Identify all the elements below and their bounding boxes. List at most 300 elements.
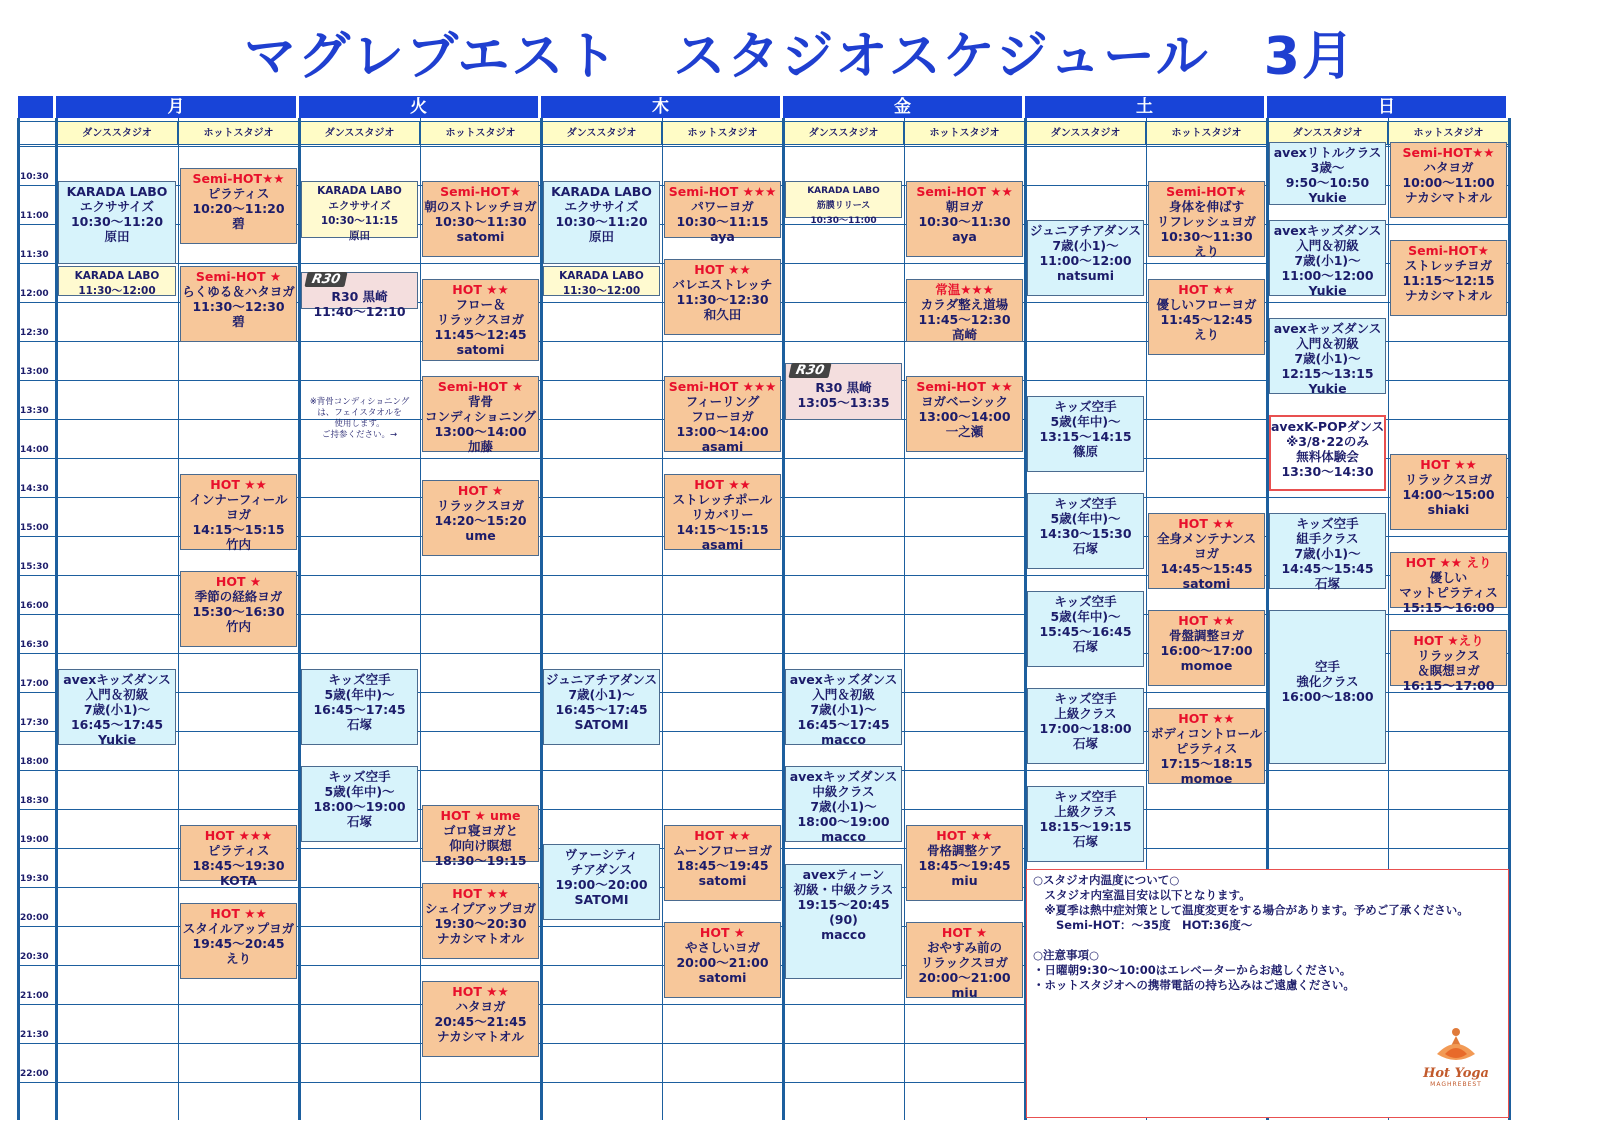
class-line: インナーフィール [189, 491, 288, 507]
studio-header-hot: ホットスタジオ [1146, 121, 1267, 145]
class-line: miu [951, 872, 978, 888]
class-line: 19:45〜20:45 [192, 935, 285, 951]
class-line: 15:15〜16:00 [1402, 599, 1495, 615]
class-line: リラックスヨガ [1404, 472, 1493, 487]
class-line: キッズ空手 [1054, 593, 1117, 609]
class-line: 20:00〜21:00 [676, 955, 769, 970]
class-line: 朝ヨガ [945, 199, 984, 214]
class-line: 16:45〜17:45 [555, 701, 648, 717]
class-line: KARADA LABO [74, 269, 160, 282]
studio-header-dance: ダンススタジオ [1267, 121, 1388, 145]
class-line: 15:30〜16:30 [192, 604, 285, 619]
class-block [543, 181, 660, 264]
class-line: 上級クラス [1054, 706, 1117, 721]
class-line: 7歳(小1)〜 [1052, 238, 1119, 253]
class-line: HOT ★★ [452, 983, 509, 999]
class-line: 骨格調整ケア [926, 842, 1002, 858]
class-line: 18:00〜19:00 [797, 814, 890, 829]
class-line: avexティーン [802, 866, 885, 882]
class-line: 18:45〜19:45 [918, 857, 1011, 873]
class-block [906, 376, 1023, 452]
class-line: HOT ★★ [452, 886, 509, 901]
grid-column-line [178, 118, 179, 1120]
class-line: Semi-HOT★ [440, 184, 521, 199]
class-block [180, 571, 297, 647]
class-line: ナカシマトオル [1405, 190, 1492, 205]
class-block [422, 279, 539, 362]
class-line: 無料体験会 [1296, 449, 1359, 464]
class-line: 18:15〜19:15 [1039, 818, 1132, 834]
class-line: フロー＆ [455, 296, 506, 312]
time-label: 21:00 [20, 991, 49, 1001]
class-line: 骨盤調整ヨガ [1168, 628, 1244, 643]
class-block [1269, 318, 1386, 394]
class-block [1148, 610, 1265, 686]
class-block [301, 272, 418, 319]
class-line: 16:45〜17:45 [313, 701, 406, 717]
class-line: らくゆる＆ハタヨガ [182, 283, 295, 299]
class-line: 原田 [349, 230, 370, 242]
class-block [1269, 610, 1386, 764]
class-line: 石塚 [1314, 575, 1340, 591]
time-label: 16:30 [20, 640, 49, 650]
class-line: 16:00〜18:00 [1281, 689, 1374, 704]
class-block [1027, 396, 1144, 472]
class-line: KARADA LABO [66, 184, 168, 199]
class-line: 11:15〜12:15 [1402, 272, 1495, 288]
class-line: 初級・中級クラス [793, 881, 894, 897]
class-line: Yukie [1308, 380, 1347, 396]
class-line: HOT ★★ [1178, 515, 1235, 531]
lotus-icon [1433, 1024, 1479, 1066]
class-line: ヨガ [225, 506, 251, 522]
class-line: ムーンフローヨガ [672, 842, 773, 858]
class-line: 13:00〜14:00 [434, 424, 527, 439]
class-line: avexキッズダンス [1273, 320, 1382, 336]
class-line: HOT ★★ [210, 905, 267, 921]
class-line: ※3/8･22のみ [1286, 434, 1369, 449]
class-line: 5歳(年中)〜 [1050, 511, 1121, 526]
class-line: 常温★★★ [935, 281, 994, 297]
class-line: マットピラティス [1399, 584, 1498, 600]
class-line: shiaki [1427, 502, 1470, 517]
class-line: コンディショニング [424, 409, 536, 424]
time-label: 11:00 [20, 211, 49, 221]
class-line: 石塚 [1072, 736, 1098, 751]
class-line: 10:30〜11:20 [70, 214, 164, 229]
class-line: asami [701, 536, 744, 552]
class-line: ナカシマトオル [1405, 287, 1492, 303]
class-block [785, 181, 902, 226]
info-line: ○スタジオ内温度について○ [1033, 873, 1180, 887]
class-line: KARADA LABO [807, 186, 880, 196]
studio-header-hot: ホットスタジオ [662, 121, 783, 145]
class-block [1027, 493, 1144, 569]
class-line: 和久田 [703, 307, 742, 322]
class-line: パワーヨガ [691, 199, 754, 214]
studio-header-dance: ダンススタジオ [56, 121, 178, 145]
grid-column-line [662, 118, 663, 1120]
class-line: ナカシマトオル [437, 1028, 524, 1044]
class-block [422, 981, 539, 1057]
class-line: 11:30〜12:30 [676, 292, 769, 307]
class-line: 10:30〜11:30 [1160, 229, 1253, 244]
class-block [543, 844, 660, 920]
class-line: 7歳(小1)〜 [1294, 545, 1361, 561]
class-line: リラックスヨガ [920, 955, 1009, 970]
class-line: 16:15〜17:00 [1402, 677, 1495, 693]
class-line: 5歳(年中)〜 [324, 784, 395, 799]
class-line: 11:45〜12:30 [918, 311, 1011, 327]
class-line: ピラティス [207, 842, 270, 858]
class-line: 10:20〜11:20 [192, 201, 285, 216]
time-label: 10:30 [20, 172, 49, 182]
time-label: 12:30 [20, 328, 49, 338]
note-line: ご持参ください。→ [321, 429, 398, 440]
class-line: HOT ★★ [694, 827, 751, 843]
class-block [664, 181, 781, 244]
studio-header-dance: ダンススタジオ [783, 121, 904, 145]
class-line: 13:15〜14:15 [1039, 428, 1132, 444]
day-header: 月 [56, 96, 299, 118]
class-line: Semi-HOT★★ [1402, 145, 1495, 160]
class-line: リラックスヨガ [436, 311, 525, 327]
class-line: 空手 [1314, 659, 1340, 674]
class-line: momoe [1180, 658, 1233, 673]
class-line: macco [821, 926, 866, 942]
class-block [906, 922, 1023, 998]
class-line: 入門＆初級 [1296, 335, 1359, 351]
class-line: KARADA LABO [551, 184, 652, 199]
class-line: natsumi [1057, 268, 1114, 283]
class-line: フローヨガ [691, 409, 754, 424]
day-header: 土 [1025, 96, 1267, 118]
grid-line [18, 809, 1509, 810]
studio-header-hot: ホットスタジオ [420, 121, 541, 145]
class-line: ボディコントロール [1150, 725, 1263, 741]
class-block [1148, 513, 1265, 589]
class-block [1148, 279, 1265, 355]
time-label: 14:00 [20, 445, 49, 455]
class-line: 14:15〜15:15 [192, 521, 285, 537]
class-line: 16:45〜17:45 [797, 716, 890, 732]
class-line: KARADA LABO [317, 185, 402, 197]
r30-logo-icon [306, 271, 346, 287]
class-line: エクササイズ [328, 200, 391, 212]
class-line: 11:45〜12:45 [434, 326, 527, 342]
class-line: 朝のストレッチヨガ [424, 199, 537, 214]
class-line: Semi-HOT★★ [192, 171, 285, 186]
class-line: 入門＆初級 [85, 686, 149, 702]
class-line: 16:45〜17:45 [70, 716, 164, 732]
class-line: satomi [698, 872, 747, 888]
class-line: 石塚 [1072, 541, 1098, 556]
class-line: ナカシマトオル [437, 931, 524, 946]
class-block [1269, 220, 1386, 296]
class-line: Semi-HOT ★★★ [668, 184, 777, 199]
studio-header-hot: ホットスタジオ [904, 121, 1025, 145]
time-label: 21:30 [20, 1030, 49, 1040]
class-line: 17:15〜18:15 [1160, 755, 1253, 771]
class-line: HOT ★★ [1178, 613, 1235, 628]
class-line: HOT ★★ [694, 262, 751, 277]
class-line: Yukie [1308, 190, 1347, 205]
class-line: 16:00〜17:00 [1160, 643, 1253, 658]
class-line: エクササイズ [564, 199, 639, 214]
class-line: ピラティス [1175, 740, 1238, 756]
class-line: HOT ★★ えり [1405, 554, 1492, 570]
class-block [301, 181, 418, 242]
class-line: avexキッズダンス [1273, 223, 1382, 238]
studio-header-dance: ダンススタジオ [541, 121, 662, 145]
class-line: 10:30〜11:20 [555, 214, 648, 229]
class-block [785, 363, 902, 420]
class-line: 7歳(小1)〜 [1294, 253, 1361, 268]
class-line: 季節の経絡ヨガ [194, 589, 283, 604]
class-block [301, 669, 418, 745]
class-line: HOT ★★ [452, 281, 509, 297]
class-line: カラダ整え道場 [920, 296, 1009, 312]
class-line: バレエストレッチ [672, 277, 773, 292]
hot-yoga-logo [1413, 1024, 1499, 1088]
class-line: 10:30〜11:30 [918, 214, 1011, 229]
class-line: キッズ空手 [1054, 691, 1117, 706]
class-line: miu [951, 985, 978, 1000]
class-block [1390, 142, 1507, 218]
note-line: は、フェイスタオルを [317, 407, 402, 418]
time-label: 20:00 [20, 913, 49, 923]
class-line: 10:30〜11:00 [810, 216, 877, 226]
class-line: momoe [1180, 770, 1233, 786]
class-block [180, 903, 297, 979]
class-line: 10:30〜11:15 [676, 214, 769, 229]
class-block [180, 168, 297, 244]
day-header: 木 [541, 96, 783, 118]
class-line: 全身メンテナンス [1156, 530, 1256, 546]
class-line: 11:30〜12:30 [192, 298, 285, 314]
page-title: マグレブエスト スタジオスケジュール 3月 [244, 27, 1356, 87]
r30-badge: R30 [304, 272, 347, 287]
class-line: macco [821, 731, 866, 747]
class-line: 強化クラス [1296, 674, 1359, 689]
class-block [422, 181, 539, 257]
class-line: キッズ空手 [328, 671, 391, 687]
class-line: 9:50〜10:50 [1285, 175, 1370, 190]
info-line: スタジオ内室温目安は以下となります。 [1033, 888, 1251, 902]
time-label: 19:30 [20, 874, 49, 884]
class-line: 竹内 [225, 536, 251, 552]
class-line: 11:00〜12:00 [1039, 253, 1132, 268]
class-line: 高崎 [951, 326, 977, 342]
class-line: リラックス [1417, 647, 1480, 663]
class-line: 14:00〜15:00 [1402, 487, 1495, 502]
class-block [664, 259, 781, 335]
class-line: スタイルアップヨガ [182, 920, 295, 936]
class-line: satomi [1182, 575, 1231, 591]
class-line: ＆瞑想ヨガ [1417, 662, 1480, 678]
class-line: キッズ空手 [1054, 496, 1117, 511]
class-line: 11:00〜12:00 [1281, 268, 1374, 283]
class-line: 上級クラス [1054, 803, 1117, 819]
class-block [1390, 552, 1507, 615]
day-header: 日 [1267, 96, 1509, 118]
class-line: 11:40〜12:10 [313, 304, 406, 319]
class-block [422, 480, 539, 556]
class-line: 竹内 [225, 619, 251, 634]
class-block [180, 825, 297, 888]
class-line: HOT ★ [941, 925, 988, 940]
class-line: 20:00〜21:00 [918, 970, 1011, 985]
class-line: SATOMI [574, 892, 629, 907]
class-block [785, 669, 902, 745]
class-line: 14:15〜15:15 [676, 521, 769, 537]
day-header-spacer [18, 96, 56, 118]
class-line: Semi-HOT★ [1408, 242, 1489, 258]
class-block [543, 669, 660, 745]
class-line: 7歳(小1)〜 [83, 701, 151, 717]
class-line: キッズ空手 [1054, 788, 1117, 804]
class-block [180, 266, 297, 342]
class-line: ハタヨガ [455, 998, 506, 1014]
time-label: 12:00 [20, 289, 49, 299]
class-line: 19:00〜20:00 [555, 877, 648, 892]
class-line: 原田 [104, 229, 130, 244]
class-line: HOT ★★ [936, 827, 993, 843]
grid-column-line [298, 118, 301, 1120]
time-label: 14:30 [20, 484, 49, 494]
logo-text: Hot Yoga [1423, 1066, 1489, 1081]
class-line: aya [710, 229, 735, 244]
class-line: Yukie [97, 731, 137, 747]
class-line: 3歳〜 [1310, 160, 1345, 175]
class-line: 13:00〜14:00 [676, 424, 769, 439]
time-label: 13:00 [20, 367, 49, 377]
class-line: 優しい [1429, 569, 1468, 585]
class-block [1027, 591, 1144, 667]
class-line: ジュニアチアダンス [545, 671, 658, 687]
class-line: ヨガ [1193, 545, 1219, 561]
class-line: キッズ空手 [328, 769, 391, 784]
class-line: ピラティス [207, 186, 270, 201]
class-line: Semi-HOT ★ [195, 268, 282, 284]
class-line: HOT ★★ [1178, 281, 1235, 297]
class-line: 7歳(小1)〜 [810, 701, 877, 717]
class-block [1390, 454, 1507, 530]
class-block [1269, 513, 1386, 589]
class-line: KOTA [220, 872, 257, 888]
class-line: 篠原 [1072, 443, 1098, 459]
class-line: エクササイズ [79, 199, 154, 214]
class-line: Semi-HOT★ [1166, 184, 1247, 199]
class-line: 13:00〜14:00 [918, 409, 1011, 424]
studio-header-dance: ダンススタジオ [1025, 121, 1146, 145]
class-block [301, 766, 418, 842]
class-line: 10:00〜11:00 [1402, 175, 1495, 190]
class-line: えり [225, 950, 251, 966]
class-line: おやすみ前の [926, 940, 1002, 955]
info-line: ・日曜朝9:30〜10:00はエレベーターからお越しください。 [1033, 963, 1352, 977]
note-line: 使用します。 [334, 418, 385, 429]
class-line: 一之瀬 [945, 424, 984, 439]
class-line: Semi-HOT ★★ [916, 379, 1013, 394]
class-block [1390, 630, 1507, 693]
class-line: 10:30〜11:30 [434, 214, 527, 229]
class-line: HOT ★えり [1413, 632, 1484, 648]
class-line: 14:45〜15:45 [1281, 560, 1374, 576]
grid-line [18, 770, 1509, 771]
class-line: 14:20〜15:20 [434, 513, 527, 528]
info-line: ・ホットスタジオへの携帯電話の持ち込みはご遠慮ください。 [1033, 978, 1355, 992]
class-line: R30 黒崎 [815, 380, 872, 395]
r30-badge: R30 [788, 363, 831, 378]
class-line: 12:15〜13:15 [1281, 365, 1374, 381]
class-line: フィーリング [685, 394, 760, 409]
class-line: ストレッチポール [672, 491, 773, 507]
time-label: 18:30 [20, 796, 49, 806]
class-line: ゴロ寝ヨガと [442, 823, 518, 838]
class-line: 17:00〜18:00 [1039, 721, 1132, 736]
class-line: 石塚 [346, 716, 372, 732]
class-line: 11:30〜12:00 [562, 284, 641, 297]
time-label: 17:30 [20, 718, 49, 728]
day-header: 火 [299, 96, 541, 118]
class-block [1027, 220, 1144, 296]
class-block [422, 376, 539, 452]
class-line: 入門＆初級 [1296, 238, 1359, 253]
class-line: 石塚 [346, 814, 372, 829]
info-line: Semi-HOT：～35度 HOT:36度～ [1033, 918, 1253, 932]
class-line: えり [1193, 244, 1219, 259]
class-line: 14:45〜15:45 [1160, 560, 1253, 576]
class-line: HOT ★★ [694, 476, 751, 492]
class-line: Yukie [1308, 283, 1347, 298]
class-line: SATOMI [574, 716, 629, 732]
class-line: 15:45〜16:45 [1039, 623, 1132, 639]
time-label: 15:30 [20, 562, 49, 572]
class-line: リフレッシュヨガ [1156, 214, 1257, 229]
time-label: 11:30 [20, 250, 49, 260]
time-label: 13:30 [20, 406, 49, 416]
class-line: 11:45〜12:45 [1160, 311, 1253, 327]
class-block [785, 864, 902, 979]
class-block [1269, 415, 1386, 491]
class-line: 14:30〜15:30 [1039, 526, 1132, 541]
class-line: ジュニアチアダンス [1029, 223, 1142, 238]
class-line: HOT ★★ [1178, 710, 1235, 726]
class-line: 18:45〜19:30 [192, 857, 285, 873]
time-label: 16:00 [20, 601, 49, 611]
class-line: えり [1193, 326, 1219, 342]
logo-subtext: MAGHREBEST [1430, 1081, 1482, 1088]
class-line: KARADA LABO [559, 269, 644, 282]
class-line: HOT ★ [699, 925, 746, 940]
time-label: 18:00 [20, 757, 49, 767]
class-block [180, 474, 297, 550]
class-block [906, 279, 1023, 342]
class-block [664, 474, 781, 550]
class-line: avexリトルクラス [1273, 145, 1382, 160]
class-line: チアダンス [570, 862, 633, 877]
time-label: 19:00 [20, 835, 49, 845]
class-line: satomi [456, 229, 505, 244]
class-line: HOT ★★★ [204, 827, 273, 843]
class-line: 13:30〜14:30 [1281, 464, 1374, 479]
class-line: 仰向け瞑想 [449, 838, 512, 853]
class-line: リラックスヨガ [436, 498, 525, 513]
grid-column-line [17, 118, 20, 1120]
class-block [1148, 708, 1265, 784]
class-line: 原田 [588, 229, 614, 244]
